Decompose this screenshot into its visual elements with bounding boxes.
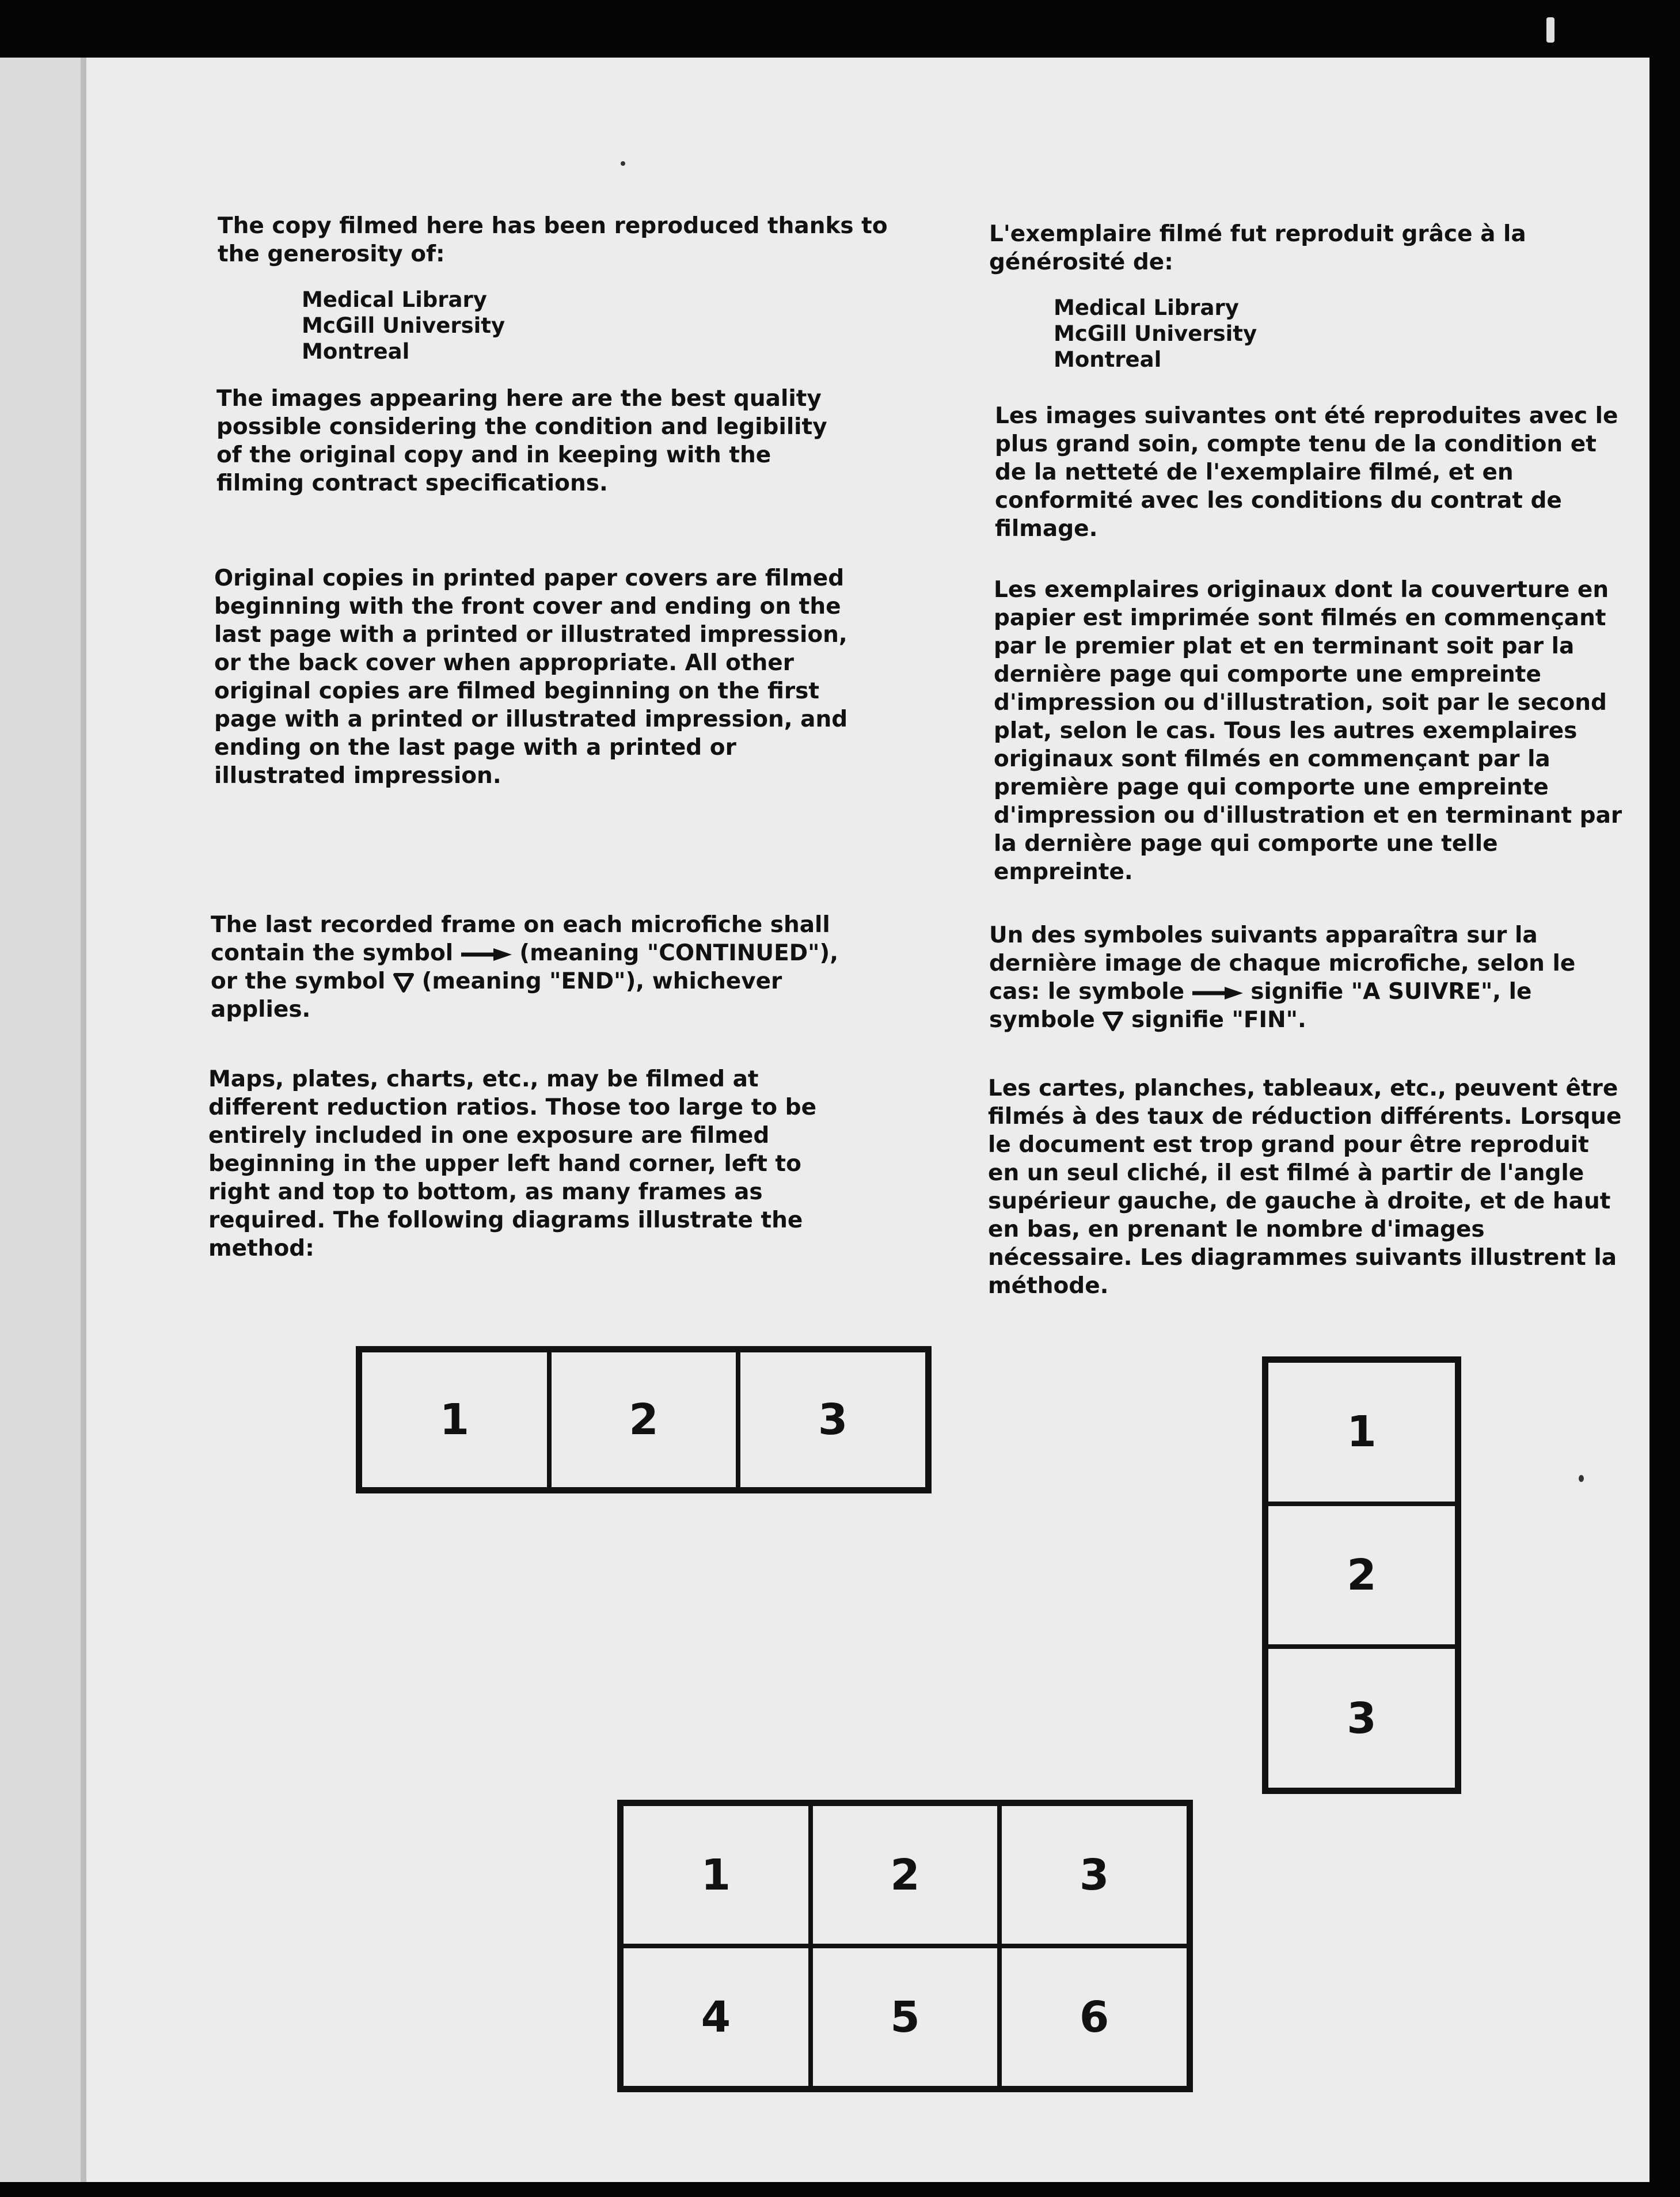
dust-speck: [1579, 1475, 1584, 1482]
previous-page-edge: [0, 58, 86, 2182]
english-intro: The copy filmed here has been reproduced thanks to the generosity of:: [218, 213, 888, 267]
english-library: [302, 287, 505, 364]
english-frame-text-b: (meaning "CONTINUED"), or the symbol: [211, 940, 839, 994]
frame-cell: 1: [1266, 1360, 1457, 1504]
frame-cell: 2: [811, 1804, 1000, 1946]
english-frame-symbols: [211, 911, 850, 1024]
french-originals: Les exemplaires originaux dont la couverture en papier est imprimée sont filmés en commençant par le premier plat et en terminant soit par la dernière page qui comporte une empreinte d'impression ou d'illustration, soit par le second plat, selon le cas. Tous les autres exemplaires originaux sont filmés en commençant par la première page qui comporte une empreinte d'impression ou d'illustration et en terminant par la dernière page qui comporte une telle empreinte.: [994, 577, 1622, 885]
diagram-horizontal-frames: [356, 1346, 932, 1493]
english-library-line: Medical Library: [302, 287, 487, 312]
french-column: [864, 58, 1649, 1382]
frame-cell: 6: [999, 1946, 1189, 2088]
french-quality: Les images suivantes ont été reproduites avec le plus grand soin, compte tenu de la condition et de la netteté de l'exemplaire filmé, et en conformité avec les conditions du contrat de filmage.: [995, 403, 1618, 542]
diagram-vertical-frames: [1262, 1356, 1461, 1794]
frame-cell: 5: [811, 1946, 1000, 2088]
diagram-grid-frames: [617, 1800, 1193, 2092]
microfiche-target-page: [86, 58, 1649, 2182]
english-library-line: McGill University: [302, 313, 505, 338]
frame-cell: 3: [999, 1804, 1189, 1946]
english-frame-text-c: (meaning "END"), whichever applies.: [211, 968, 782, 1023]
frame-cell: 3: [738, 1350, 928, 1489]
english-quality: The images appearing here are the best quality possible considering the condition and legibility of the original copy and in keeping with the filming contract specifications.: [216, 386, 827, 496]
english-originals: Original copies in printed paper covers are filmed beginning with the front cover and ending on the last page with a printed or illustrated impression, or the back cover when appropriate. All other original copies are filmed beginning on the first page with a printed or illustrated impression, and ending on the last page with a printed or illustrated impression.: [214, 565, 848, 789]
english-maps: Maps, plates, charts, etc., may be filmed at different reduction ratios. Those too large to be entirely included in one exposure are filmed beginning in the upper left hand corner, left to right and top to bottom, as many frames as required. The following diagrams illustrate the method:: [208, 1066, 817, 1261]
french-library-line: McGill University: [1054, 321, 1257, 346]
frame-cell: 3: [1266, 1647, 1457, 1790]
english-library-line: Montreal: [302, 339, 410, 364]
arrow-icon: [461, 947, 512, 962]
french-frame-symbols: [989, 921, 1599, 1034]
film-mark: [1546, 17, 1554, 43]
arrow-icon: [1192, 986, 1243, 1001]
triangle-down-icon: [393, 973, 414, 993]
dust-speck: [621, 161, 625, 166]
frame-cell: 2: [549, 1350, 739, 1489]
frame-cell: 1: [621, 1804, 811, 1946]
french-library-line: Montreal: [1054, 347, 1162, 372]
frame-cell: 1: [360, 1350, 549, 1489]
french-library: [1054, 295, 1257, 372]
french-library-line: Medical Library: [1054, 295, 1239, 320]
french-frame-text-b: signifie "A SUIVRE", le symbole: [989, 979, 1532, 1033]
triangle-down-icon: [1103, 1012, 1123, 1031]
english-frame-text-a: The last recorded frame on each microfiche shall contain the symbol: [211, 912, 830, 966]
english-column: [86, 58, 892, 1382]
french-frame-text-a: Un des symboles suivants apparaîtra sur la dernière image de chaque microfiche, selon le cas: le symbole: [989, 922, 1576, 1005]
frame-cell: 2: [1266, 1504, 1457, 1647]
french-frame-text-c: signifie "FIN".: [1131, 1007, 1306, 1033]
french-intro: L'exemplaire filmé fut reproduit grâce à la générosité de:: [989, 221, 1526, 275]
french-maps: Les cartes, planches, tableaux, etc., peuvent être filmés à des taux de réduction différents. Lorsque le document est trop grand pour être reproduit en un seul cliché, il est filmé à partir de l'angle supérieur gauche, de gauche à droite, et de haut en bas, en prenant le nombre d'images nécessaire. Les diagrammes suivants illustrent la méthode.: [988, 1075, 1622, 1299]
frame-cell: 4: [621, 1946, 811, 2088]
